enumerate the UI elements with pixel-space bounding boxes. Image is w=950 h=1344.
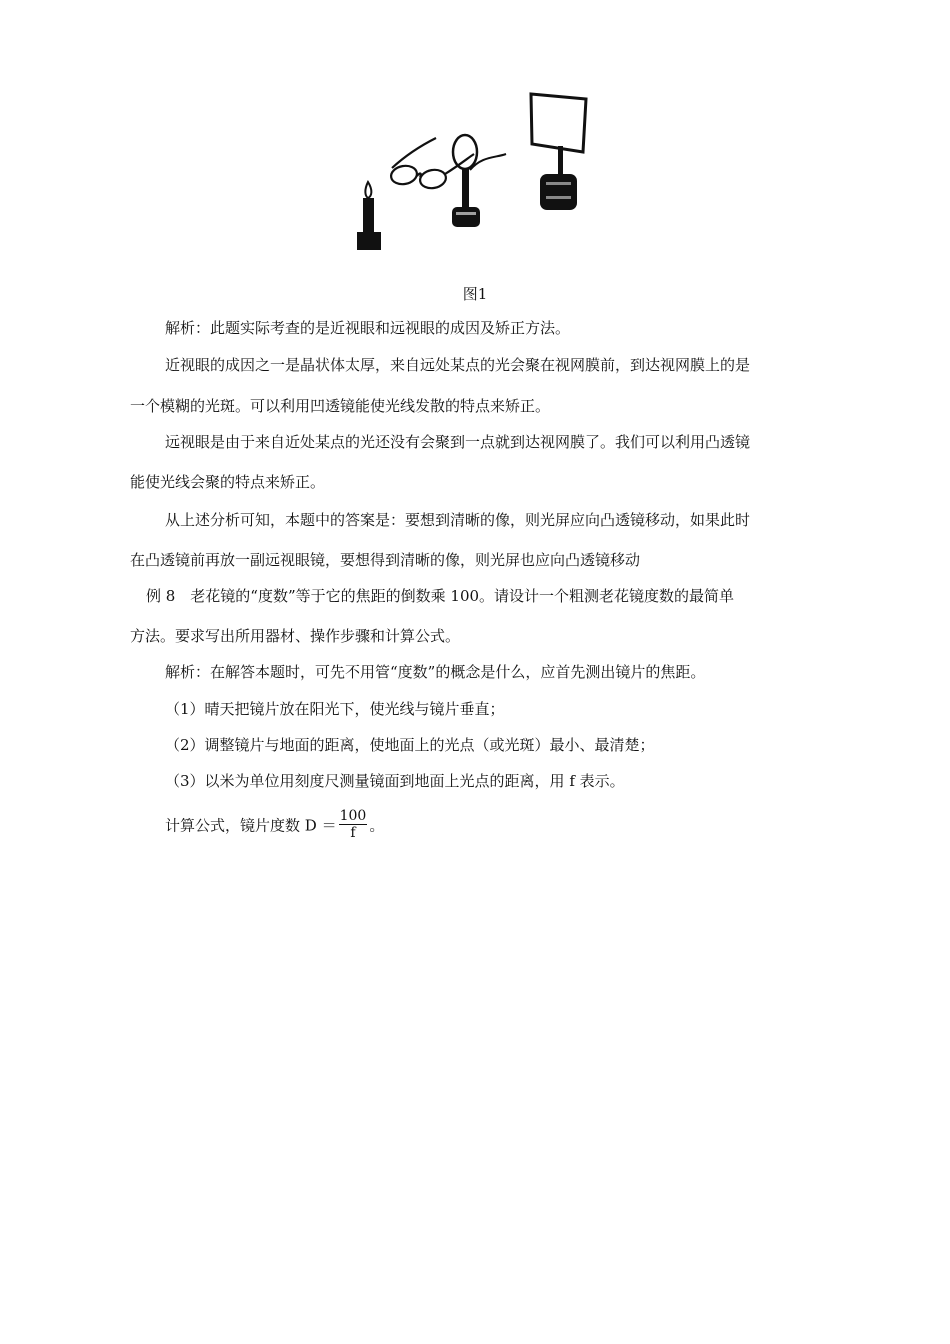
analysis-line: 解析：此题实际考查的是近视眼和远视眼的成因及矫正方法。	[165, 319, 571, 337]
analysis-line: 解析：在解答本题时，可先不用管“度数”的概念是什么，应首先测出镜片的焦距。	[165, 663, 706, 681]
candle-icon	[357, 182, 381, 250]
formula-suffix: 。	[369, 816, 385, 835]
fraction-numerator: 100	[339, 808, 367, 824]
paragraph-line: 一个模糊的光斑。可以利用凹透镜能使光线发散的特点来矫正。	[130, 397, 551, 415]
step-line: （3）以米为单位用刻度尺测量镜面到地面上光点的距离，用 f 表示。	[165, 772, 625, 790]
paragraph-line: 在凸透镜前再放一副远视眼镜，要想得到清晰的像，则光屏也应向凸透镜移动	[130, 551, 641, 569]
paragraph-line: 方法。要求写出所用器材、操作步骤和计算公式。	[130, 627, 461, 645]
formula-prefix: 计算公式，镜片度数 D ＝	[165, 816, 337, 835]
paragraph-line: 能使光线会聚的特点来矫正。	[130, 473, 326, 491]
paragraph-line: 远视眼是由于来自近处某点的光还没有会聚到一点就到达视网膜了。我们可以利用凸透镜	[165, 433, 751, 451]
paragraph-line: 从上述分析可知，本题中的答案是：要想到清晰的像，则光屏应向凸透镜移动，如果此时	[165, 511, 751, 529]
example-line: 例 8 老花镜的“度数”等于它的焦距的倒数乘 100。请设计一个粗测老花镜度数的最简单	[146, 587, 735, 605]
formula-line	[165, 810, 384, 843]
step-line: （2）调整镜片与地面的距离，使地面上的光点（或光斑）最小、最清楚；	[165, 736, 655, 754]
paragraph-line: 近视眼的成因之一是晶状体太厚，来自远处某点的光会聚在视网膜前，到达视网膜上的是	[165, 356, 751, 374]
optics-apparatus-figure	[350, 86, 590, 256]
step-line: （1）晴天把镜片放在阳光下，使光线与镜片垂直；	[165, 700, 505, 718]
fraction-denominator: f	[350, 825, 356, 841]
fraction	[339, 808, 368, 841]
lens-stand-icon	[452, 135, 506, 227]
figure-caption: 图1	[462, 285, 488, 303]
screen-stand-icon	[531, 94, 586, 210]
glasses-icon	[390, 138, 474, 190]
